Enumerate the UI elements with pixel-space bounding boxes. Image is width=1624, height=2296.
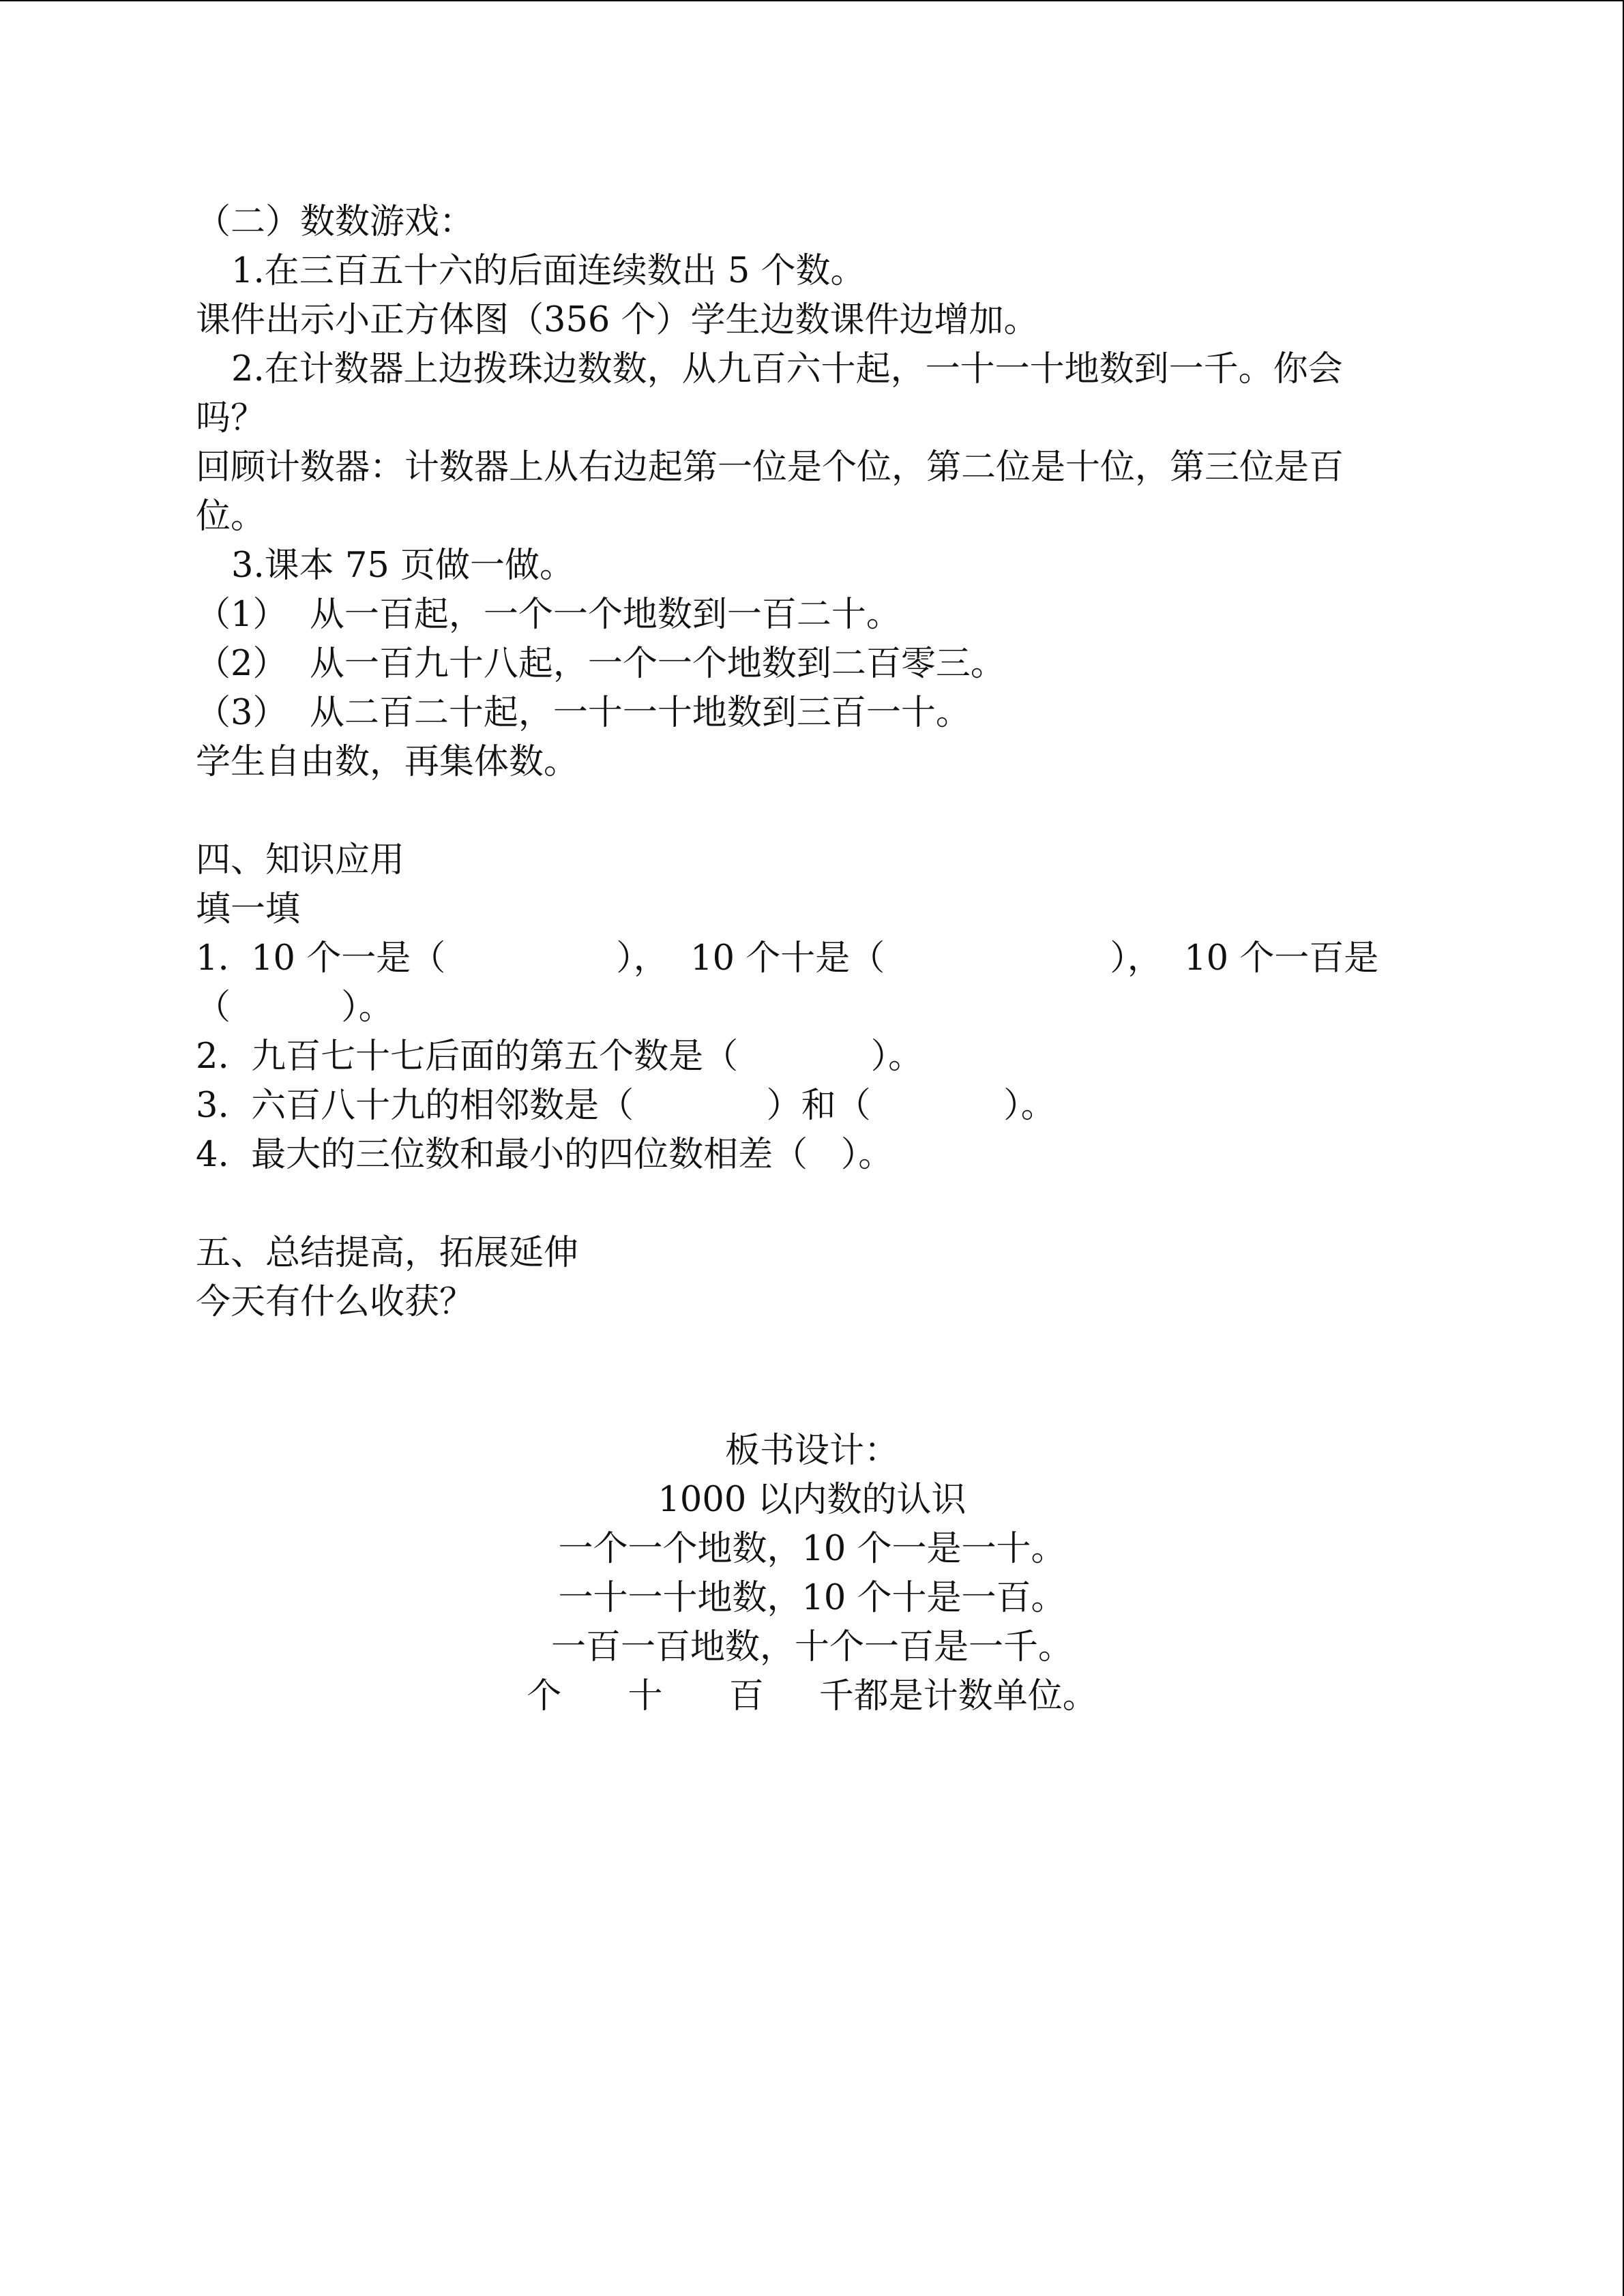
board-design <box>0 1427 1624 1721</box>
counting-game-sub-2: （2） 从一百九十八起，一个一个地数到二百零三。 <box>196 644 1005 684</box>
counting-game-item-2-line-1: 2.在计数器上边拨珠边数数，从九百六十起，一十一十地数到一千。你会 <box>231 349 1343 389</box>
question-3: 3. 六百八十九的相邻数是（ ）和（ ）。 <box>196 1086 1056 1126</box>
summary-question: 今天有什么收获？ <box>196 1282 475 1322</box>
question-4: 4. 最大的三位数和最小的四位数相差（ ）。 <box>196 1135 894 1175</box>
board-design-line-3: 一百一百地数，十个一百是一千。 <box>550 1627 1073 1667</box>
question-1-line-2: （ ）。 <box>196 987 394 1028</box>
board-design-subtitle: 1000 以内数的认识 <box>658 1480 966 1520</box>
counting-game-item-3: 3.课本 75 页做一做。 <box>231 546 574 586</box>
question-1-part-a: 1. 10 个一是（ <box>196 938 446 979</box>
counting-game-sub-3: （3） 从二百二十起，一十一十地数到三百一十。 <box>196 693 971 733</box>
board-design-line-4: 个 十 百 千都是计数单位。 <box>527 1676 1097 1716</box>
counting-game-item-1: 1.在三百五十六的后面连续数出 5 个数。 <box>231 251 866 291</box>
summary-title: 五、总结提高，拓展延伸 <box>196 1233 579 1273</box>
spacer <box>196 1180 1471 1229</box>
question-1-row <box>196 934 1471 983</box>
counting-game-closing: 学生自由数，再集体数。 <box>196 742 579 782</box>
board-design-line-1: 一个一个地数，10 个一是一十。 <box>558 1529 1066 1569</box>
counting-game-sub-1: （1） 从一百起，一个一个地数到一百二十。 <box>196 595 901 635</box>
answer-blank <box>445 934 616 983</box>
spacer <box>196 787 1471 836</box>
question-2: 2. 九百七十七后面的第五个数是（ ）。 <box>196 1037 924 1077</box>
question-1-part-b: ）， 10 个十是（ <box>616 938 885 979</box>
application-title: 四、知识应用 <box>196 840 405 880</box>
review-counter-line-1: 回顾计数器：计数器上从右边起第一位是个位，第二位是十位，第三位是百 <box>196 447 1344 488</box>
board-design-line-2: 一十一十地数，10 个十是一百。 <box>558 1578 1066 1618</box>
review-counter-line-2: 位。 <box>196 496 266 537</box>
counting-game-title: （二）数数游戏： <box>196 202 475 242</box>
document-body <box>196 198 1471 1327</box>
question-1-part-c: ）， 10 个一百是 <box>1110 938 1379 979</box>
application-subtitle: 填一填 <box>196 889 301 929</box>
board-design-title: 板书设计： <box>724 1431 899 1471</box>
counting-game-item-1-note: 课件出示小正方体图（356 个）学生边数课件边增加。 <box>196 300 1039 340</box>
answer-blank <box>885 934 1110 983</box>
counting-game-item-2-line-2: 吗？ <box>196 398 266 438</box>
